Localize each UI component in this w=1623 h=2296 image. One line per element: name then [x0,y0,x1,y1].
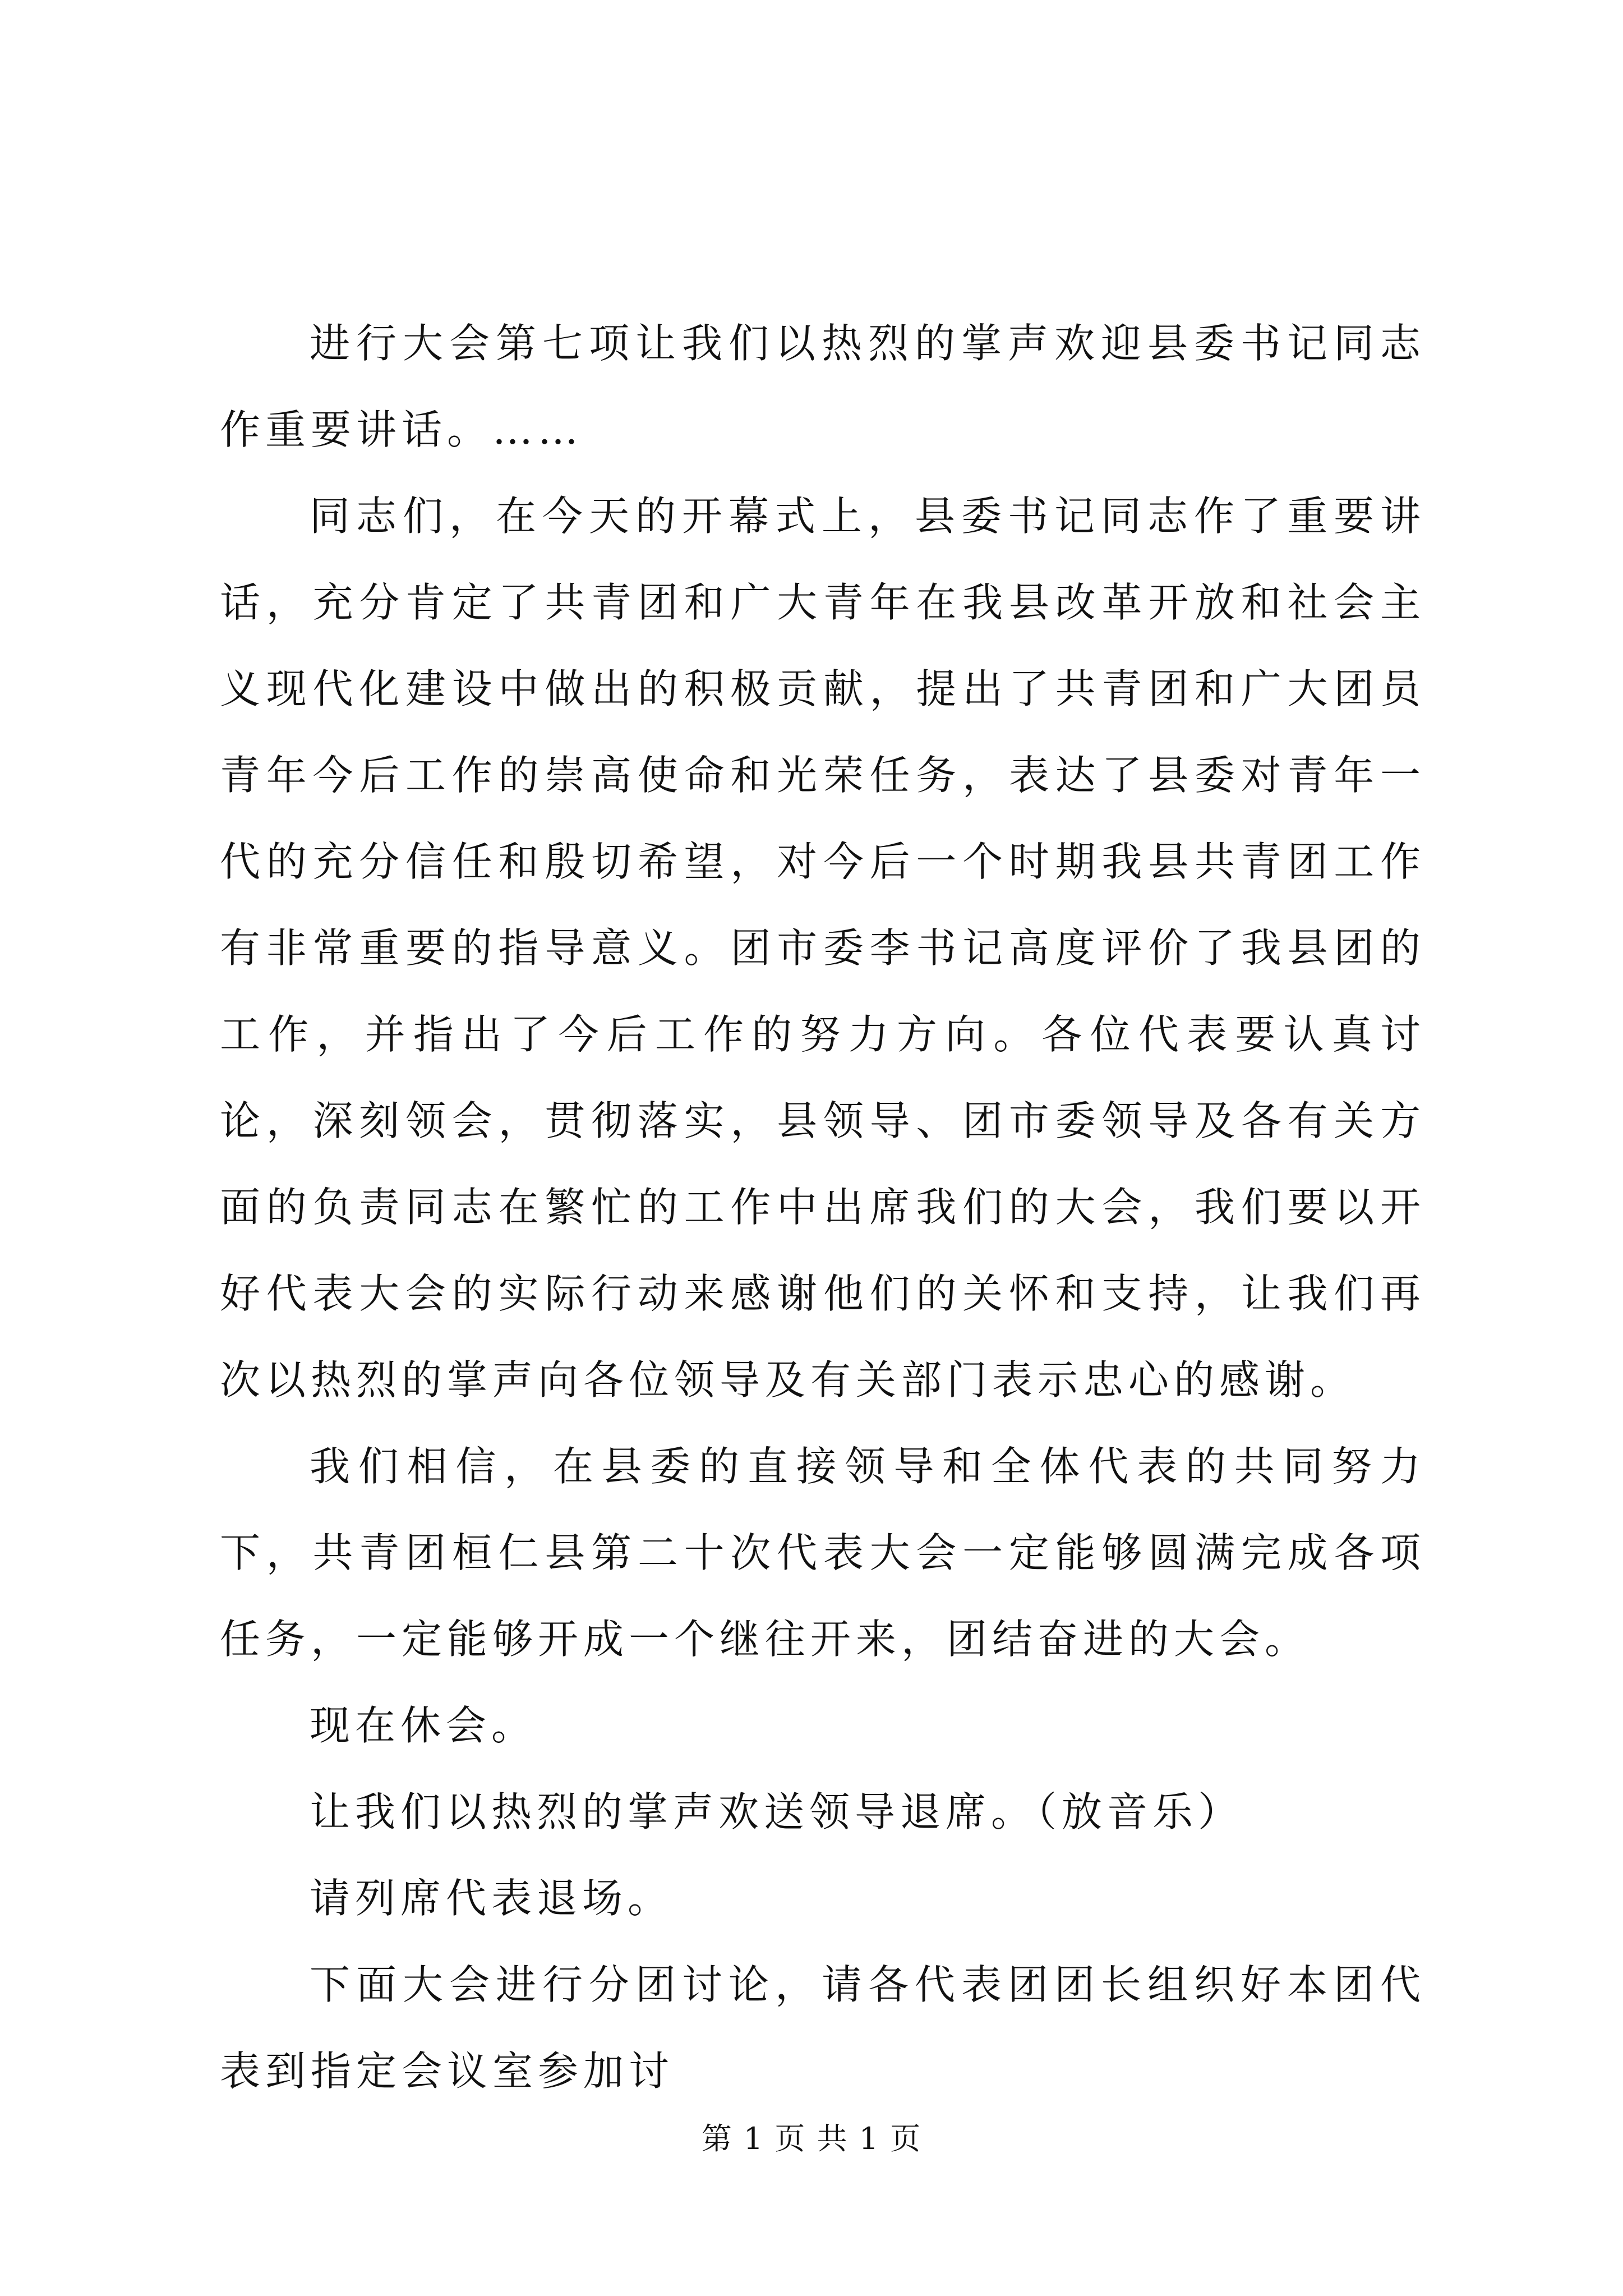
page-footer: 第 1 页 共 1 页 [701,2121,922,2156]
paragraph: 同志们，在今天的开幕式上，县委书记同志作了重要讲话，充分肯定了共青团和广大青年在我县改革开放和社会主义现代化建设中做出的积极贡献，提出了共青团和广大团员青年今后工作的崇高使命和光荣任务，表达了县委对青年一代的充分信任和殷切希望，对今后一个时期我县共青团工作有非常重要的指导意义。团市委李书记高度评价了我县团的工作，并指出了今后工作的努力方向。各位代表要认真讨论，深刻领会，贯彻落实，县领导、团市委领导及各有关方面的负责同志在繁忙的工作中出席我们的大会，我们要以开好代表大会的实际行动来感谢他们的关怀和支持，让我们再次以热烈的掌声向各位领导及有关部门表示忠心的感谢。 [220,493,1426,1404]
paragraph: 进行大会第七项让我们以热烈的掌声欢迎县委书记同志作重要讲话。…… [220,320,1426,453]
paragraph: 下面大会进行分团讨论，请各代表团团长组织好本团代表到指定会议室参加讨 [220,1961,1426,2095]
paragraph: 让我们以热烈的掌声欢送领导退席。（放音乐） [310,1788,1244,1835]
paragraph: 请列席代表退场。 [310,1875,674,1922]
document-body [220,300,1426,2114]
paragraph: 现在休会。 [310,1702,537,1749]
paragraph: 我们相信，在县委的直接领导和全体代表的共同努力下，共青团桓仁县第二十次代表大会一定能够圆满完成各项任务，一定能够开成一个继往开来，团结奋进的大会。 [220,1443,1426,1663]
